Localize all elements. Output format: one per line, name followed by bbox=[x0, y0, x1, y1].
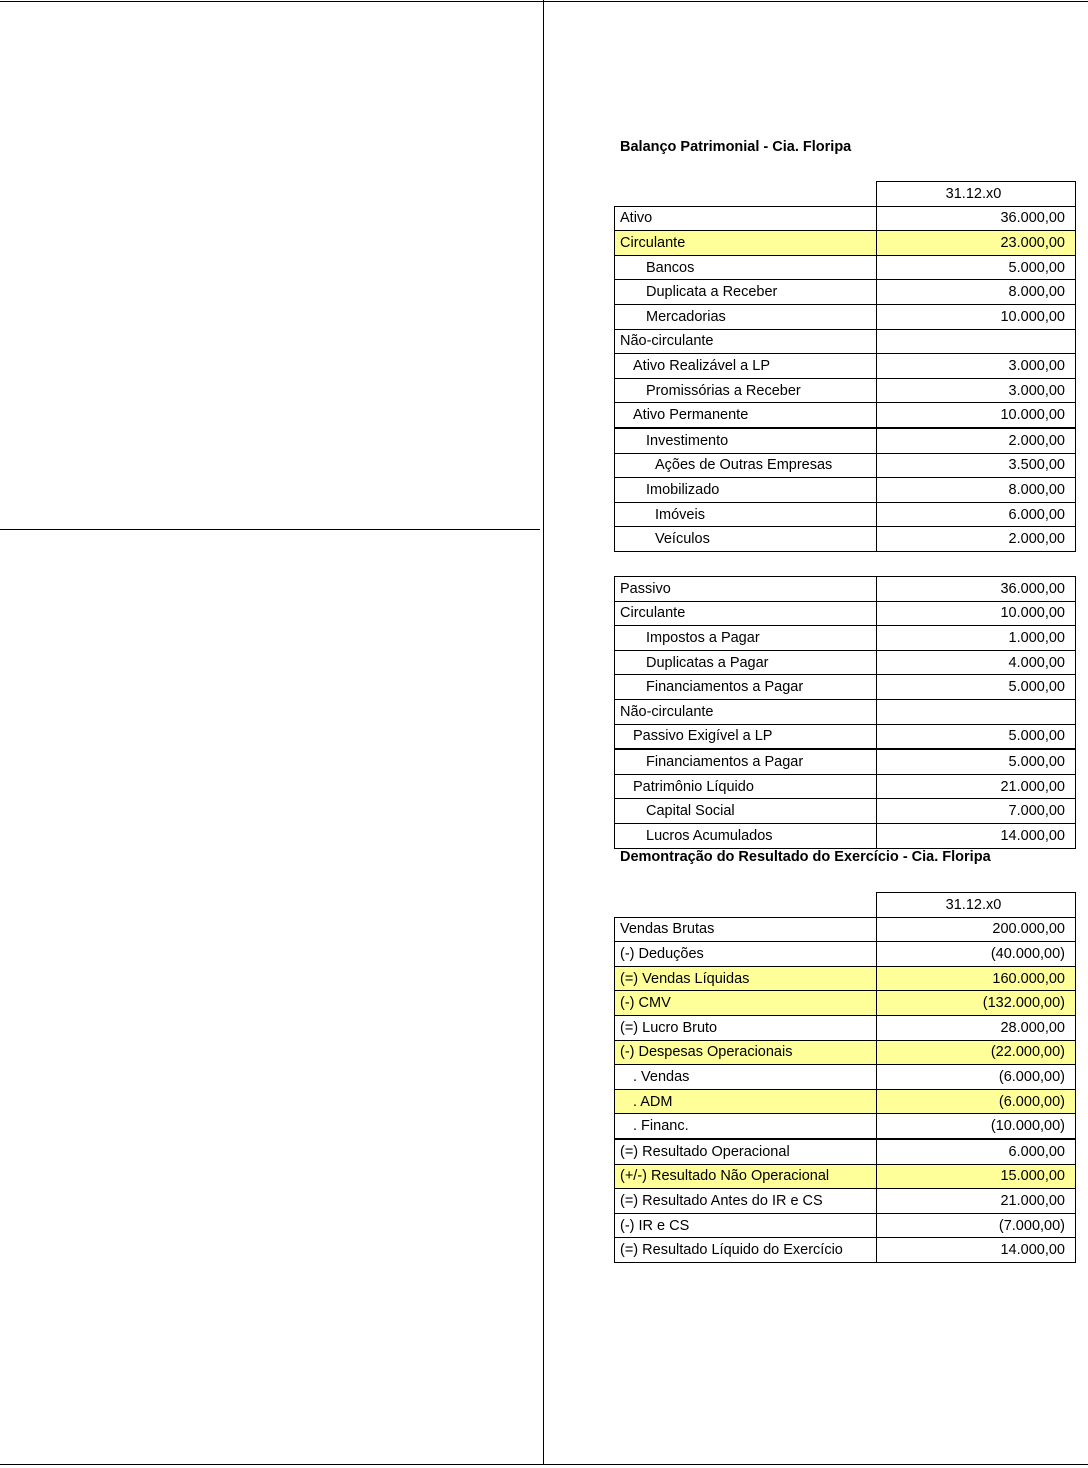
left-column-divider bbox=[0, 529, 540, 530]
table-row bbox=[615, 823, 1076, 848]
account-value: 1.000,00 bbox=[877, 626, 1076, 651]
table-row bbox=[615, 231, 1076, 256]
account-label: Capital Social bbox=[615, 799, 877, 824]
dre-value: 21.000,00 bbox=[877, 1189, 1076, 1214]
dre-table bbox=[614, 892, 1076, 1263]
table-row bbox=[615, 1139, 1076, 1164]
dre-value: (6.000,00) bbox=[877, 1089, 1076, 1114]
table-row bbox=[615, 650, 1076, 675]
account-value: 8.000,00 bbox=[877, 280, 1076, 305]
table-row bbox=[615, 453, 1076, 478]
account-value: 3.500,00 bbox=[877, 453, 1076, 478]
dre-value: (6.000,00) bbox=[877, 1065, 1076, 1090]
table-header-row bbox=[615, 893, 1076, 918]
dre-title: Demontração do Resultado do Exercício - Cia. Floripa bbox=[620, 849, 991, 865]
table-row bbox=[615, 991, 1076, 1016]
dre-value: (10.000,00) bbox=[877, 1114, 1076, 1139]
table-row bbox=[615, 354, 1076, 379]
account-label: Impostos a Pagar bbox=[615, 626, 877, 651]
account-label: Lucros Acumulados bbox=[615, 823, 877, 848]
date-header: 31.12.x0 bbox=[877, 182, 1076, 207]
account-value: 5.000,00 bbox=[877, 675, 1076, 700]
table-row bbox=[615, 966, 1076, 991]
balanco-ativo-table bbox=[614, 181, 1076, 552]
account-label: Passivo Exigível a LP bbox=[615, 724, 877, 749]
table-row bbox=[615, 601, 1076, 626]
table-row bbox=[615, 1015, 1076, 1040]
table-row bbox=[615, 699, 1076, 724]
dre-label: (=) Vendas Líquidas bbox=[615, 966, 877, 991]
table-row bbox=[615, 774, 1076, 799]
account-value: 36.000,00 bbox=[877, 206, 1076, 231]
dre-value: 160.000,00 bbox=[877, 966, 1076, 991]
dre-value: (22.000,00) bbox=[877, 1040, 1076, 1065]
account-label: Ativo Permanente bbox=[615, 403, 877, 428]
table-row bbox=[615, 428, 1076, 453]
dre-value: 200.000,00 bbox=[877, 917, 1076, 942]
bottom-rule bbox=[0, 1464, 1088, 1465]
account-value: 36.000,00 bbox=[877, 577, 1076, 602]
dre-label: (=) Lucro Bruto bbox=[615, 1015, 877, 1040]
account-label: Investimento bbox=[615, 428, 877, 453]
account-label: Ativo bbox=[615, 206, 877, 231]
table-row bbox=[615, 675, 1076, 700]
account-value: 14.000,00 bbox=[877, 823, 1076, 848]
table-row bbox=[615, 378, 1076, 403]
table-row bbox=[615, 1189, 1076, 1214]
dre-label: (-) CMV bbox=[615, 991, 877, 1016]
table-row bbox=[615, 329, 1076, 354]
account-value: 2.000,00 bbox=[877, 527, 1076, 552]
account-value: 10.000,00 bbox=[877, 403, 1076, 428]
account-value: 5.000,00 bbox=[877, 255, 1076, 280]
table-row bbox=[615, 942, 1076, 967]
account-label: Não-circulante bbox=[615, 329, 877, 354]
account-label: Bancos bbox=[615, 255, 877, 280]
account-value: 4.000,00 bbox=[877, 650, 1076, 675]
table-row bbox=[615, 917, 1076, 942]
account-label: Não-circulante bbox=[615, 699, 877, 724]
table-row bbox=[615, 626, 1076, 651]
dre-value: 6.000,00 bbox=[877, 1139, 1076, 1164]
account-label: Circulante bbox=[615, 231, 877, 256]
table-row bbox=[615, 478, 1076, 503]
top-rule bbox=[0, 1, 1088, 2]
table-row bbox=[615, 206, 1076, 231]
dre-label: . Financ. bbox=[615, 1114, 877, 1139]
table-row bbox=[615, 577, 1076, 602]
dre-value: (7.000,00) bbox=[877, 1213, 1076, 1238]
table-row bbox=[615, 1089, 1076, 1114]
table-row bbox=[615, 1213, 1076, 1238]
dre-value: (132.000,00) bbox=[877, 991, 1076, 1016]
dre-label: (-) Deduções bbox=[615, 942, 877, 967]
account-value: 5.000,00 bbox=[877, 724, 1076, 749]
account-label: Passivo bbox=[615, 577, 877, 602]
table-header-row bbox=[615, 182, 1076, 207]
account-label: Veículos bbox=[615, 527, 877, 552]
dre-label: . Vendas bbox=[615, 1065, 877, 1090]
account-label: Imóveis bbox=[615, 502, 877, 527]
account-value: 7.000,00 bbox=[877, 799, 1076, 824]
account-value: 21.000,00 bbox=[877, 774, 1076, 799]
account-value: 23.000,00 bbox=[877, 231, 1076, 256]
account-label: Ativo Realizável a LP bbox=[615, 354, 877, 379]
dre-value: (40.000,00) bbox=[877, 942, 1076, 967]
account-value: 2.000,00 bbox=[877, 428, 1076, 453]
balanco-title: Balanço Patrimonial - Cia. Floripa bbox=[620, 139, 852, 155]
account-label: Mercadorias bbox=[615, 304, 877, 329]
account-label: Financiamentos a Pagar bbox=[615, 749, 877, 774]
dre-label: (=) Resultado Operacional bbox=[615, 1139, 877, 1164]
table-row bbox=[615, 280, 1076, 305]
table-row bbox=[615, 724, 1076, 749]
dre-label: (=) Resultado Líquido do Exercício bbox=[615, 1238, 877, 1263]
dre-label: (+/-) Resultado Não Operacional bbox=[615, 1164, 877, 1189]
table-row bbox=[615, 799, 1076, 824]
account-value: 10.000,00 bbox=[877, 601, 1076, 626]
dre-label: Vendas Brutas bbox=[615, 917, 877, 942]
dre-value: 28.000,00 bbox=[877, 1015, 1076, 1040]
table-row bbox=[615, 527, 1076, 552]
table-row bbox=[615, 502, 1076, 527]
table-row bbox=[615, 749, 1076, 774]
column-separator bbox=[543, 0, 544, 1464]
account-value: 8.000,00 bbox=[877, 478, 1076, 503]
dre-label: (-) IR e CS bbox=[615, 1213, 877, 1238]
dre-label: (=) Resultado Antes do IR e CS bbox=[615, 1189, 877, 1214]
account-value: 10.000,00 bbox=[877, 304, 1076, 329]
account-label: Financiamentos a Pagar bbox=[615, 675, 877, 700]
dre-value: 14.000,00 bbox=[877, 1238, 1076, 1263]
account-value bbox=[877, 699, 1076, 724]
account-label: Imobilizado bbox=[615, 478, 877, 503]
account-value: 3.000,00 bbox=[877, 354, 1076, 379]
account-label: Duplicata a Receber bbox=[615, 280, 877, 305]
account-value: 5.000,00 bbox=[877, 749, 1076, 774]
date-header: 31.12.x0 bbox=[877, 893, 1076, 918]
account-value: 3.000,00 bbox=[877, 378, 1076, 403]
dre-label: (-) Despesas Operacionais bbox=[615, 1040, 877, 1065]
account-label: Patrimônio Líquido bbox=[615, 774, 877, 799]
table-row bbox=[615, 1114, 1076, 1139]
table-row bbox=[615, 403, 1076, 428]
account-label: Ações de Outras Empresas bbox=[615, 453, 877, 478]
account-label: Circulante bbox=[615, 601, 877, 626]
account-value bbox=[877, 329, 1076, 354]
account-value: 6.000,00 bbox=[877, 502, 1076, 527]
table-row bbox=[615, 1065, 1076, 1090]
table-row bbox=[615, 304, 1076, 329]
account-label: Duplicatas a Pagar bbox=[615, 650, 877, 675]
table-row bbox=[615, 255, 1076, 280]
account-label: Promissórias a Receber bbox=[615, 378, 877, 403]
table-row bbox=[615, 1040, 1076, 1065]
table-row bbox=[615, 1164, 1076, 1189]
table-row bbox=[615, 1238, 1076, 1263]
dre-label: . ADM bbox=[615, 1089, 877, 1114]
dre-value: 15.000,00 bbox=[877, 1164, 1076, 1189]
balanco-passivo-table bbox=[614, 576, 1076, 849]
